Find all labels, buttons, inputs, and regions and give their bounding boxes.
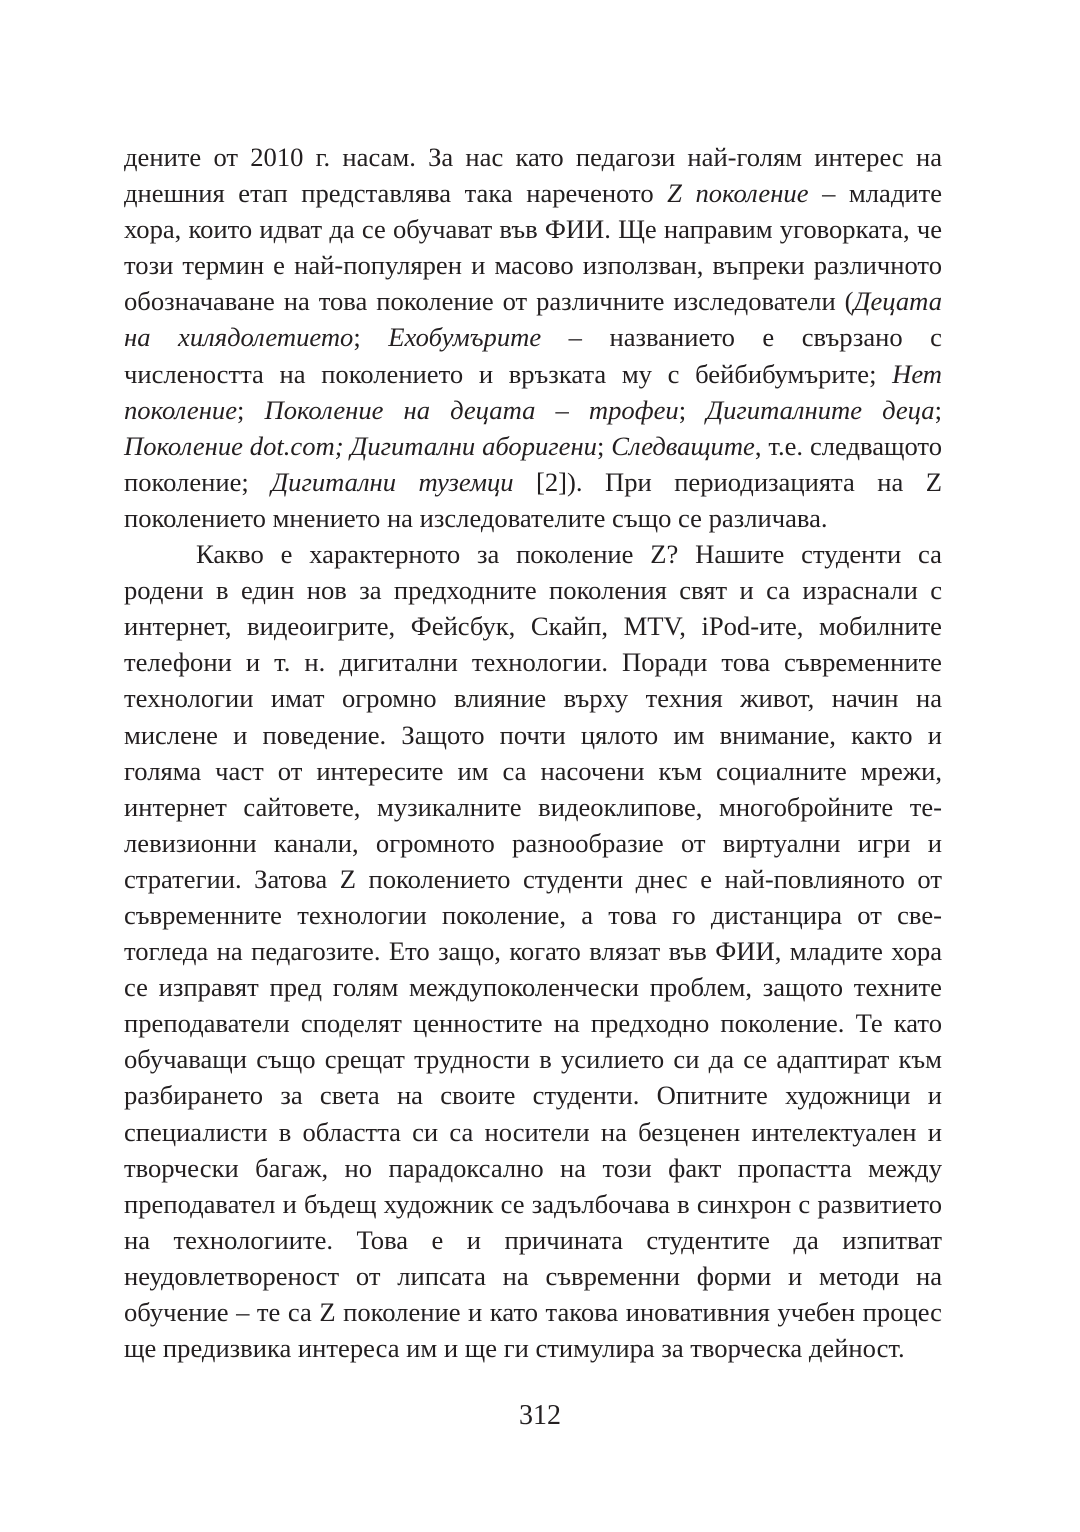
- italic-term: Z поколение: [667, 178, 809, 209]
- text-segment: ;: [678, 394, 707, 425]
- italic-term: Поколение на децата – трофеи: [264, 394, 679, 425]
- text-segment: – названието е свързано с числеността на поколението и връзката му с бейбибумърите;: [124, 322, 942, 389]
- text-segment: ;: [353, 322, 389, 353]
- text-segment: ;: [596, 430, 612, 461]
- paragraph-2: Какво е характерното за поколение Z? Нашите студенти са родени в един нов за предходните поколения свят и са израснали с интернет, видеоигрите, Фейсбук, Скайп, MTV, iPod-ите, мобилните телефони и т. н. дигитални технологии. Поради това съвременните технологии имат огромно влияние върху техния живот, начин на мислене и поведение. Защото почти цялото им внимание, както и голяма част от интересите им са насочени към социалните мрежи, интернет сайтовете, музикалните видеоклипове, многобройните телевизионни канали, огромното разнообразие от виртуални игри и стратегии. Затова Z поколението студенти днес е най-повлияното от съвременните технологии поколение, а това го дистанцира от светогледа на педагозите. Ето защо, когато влязат във ФИИ, младите хора се изправят пред голям междупоколенчески проблем, защото техните преподаватели споделят ценностите на предходно поколение. Те като обучаващи също срещат трудности в усилието си да се адаптират към разбирането за света на своите студенти. Опитните художници и специалисти в областта си са носители на безценен интелектуален и творчески багаж, но парадоксално на този факт пропастта между преподавател и бъдещ художник се задълбочава в синхрон с развитието на технологиите. Това е и причината студентите да изпитват неудовлетвореност от липсата на съвременни форми и методи на обучение – те са Z поколение и като такова иновативния учебен процес ще предизвика интереса им и ще ги стимулира за творческа дейност.: [124, 539, 942, 1364]
- text-segment: [2]). При периодизацията на Z поколението мнението на изследователите също се различава.: [124, 466, 942, 533]
- italic-term: Нет поколение: [124, 358, 942, 425]
- text-segment: дените от 2010 г. насам. За нас като педагози най-голям интерес на днешния етап представлява така нареченото: [124, 142, 942, 209]
- text-segment: , т.е. следващото поколение;: [124, 430, 942, 497]
- italic-term: Дигитални туземци: [271, 466, 514, 497]
- text-segment: – младите хора, които идват да се обучават във ФИИ. Ще направим уговорката, че този термин е най-популярен и масово използван, въпреки различното обозначаване на това поколение от различните изследователи (: [124, 178, 943, 317]
- italic-term: Следващите: [611, 430, 755, 461]
- body-text: [124, 139, 942, 1366]
- paragraph-1: [124, 139, 942, 536]
- italic-term: Поколение dot.com; Дигитални аборигени: [124, 430, 597, 461]
- italic-term: Ехобумърите: [388, 322, 542, 353]
- page-number: 312: [519, 1400, 561, 1431]
- text-segment: ;: [237, 394, 265, 425]
- italic-term: Дигиталните деца: [706, 394, 935, 425]
- text-segment: ;: [934, 394, 942, 425]
- italic-term: Децата на хилядолетието: [124, 286, 942, 353]
